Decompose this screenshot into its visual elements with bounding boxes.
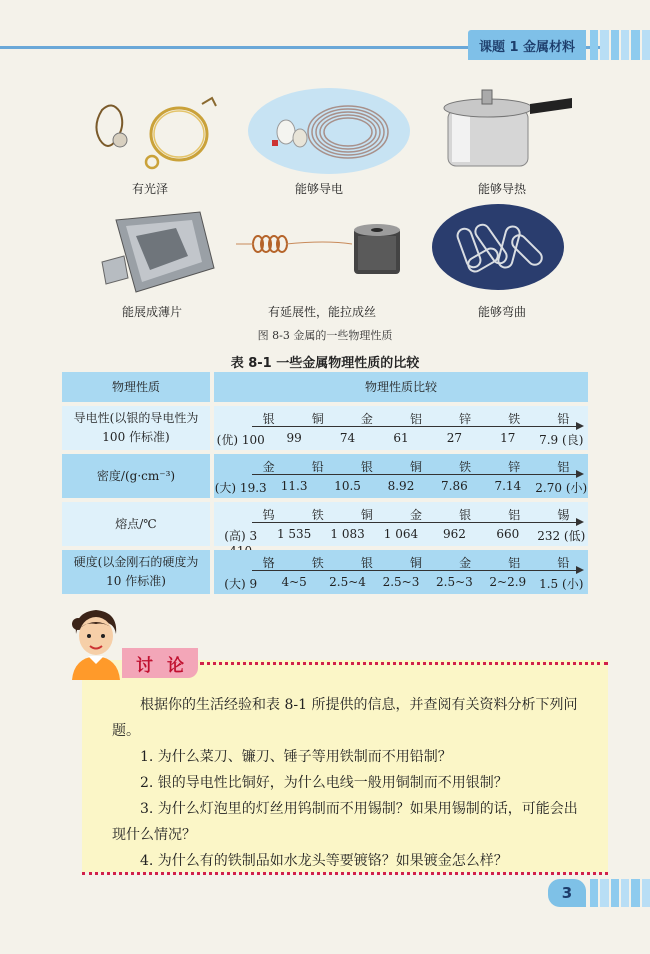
value-cell: 17 [500,431,516,445]
discussion-intro: 根据你的生活经验和表 8-1 所提供的信息，并查阅有关资料分析下列问题。 [112,697,578,739]
element-label: 锡 [557,508,570,522]
question-2: 2. 银的导电性比铜好，为什么电线一般用铜制而不用银制？ [140,775,508,791]
value-cell: 1 083 [330,527,365,541]
table-header-row [62,372,588,402]
value-cell: 11.3 [280,479,308,493]
value-cell: 232 (低) [537,529,586,543]
element-label: 银 [262,412,275,426]
value-cell: 2.70 (小) [535,481,588,495]
caption-thermal: 能够导热 [477,182,526,196]
value-cell: 1 535 [276,527,312,541]
page-number-decor [590,879,650,907]
element-label: 金 [360,412,373,426]
page-number: 3 [548,879,586,907]
header-decor [590,30,650,60]
value-cell: 7.9 (良) [539,433,584,447]
table-row-density [62,454,588,498]
caption-conductive: 能够导电 [294,182,343,196]
value-cell: 7.86 [441,479,468,493]
chapter-title: 课题 1 金属材料 [468,30,586,60]
element-label: 铁 [311,508,324,522]
value-cell: 74 [339,431,356,445]
table-row-melting-point [62,502,588,546]
value-cell: 10.5 [334,479,361,493]
element-label: 铝 [508,556,521,570]
table-head-comparison: 物理性质比较 [364,379,437,394]
element-label: 金 [459,556,472,570]
value-cell: 4~5 [281,575,307,589]
question-1: 1. 为什么菜刀、镰刀、锤子等用铁制而不用铅制？ [140,749,452,765]
arrow [252,570,582,571]
value-cell: (大) 9 [224,577,258,591]
paper-clips-photo [432,204,564,290]
figure-caption: 图 8-3 金属的一些物理性质 [257,329,393,342]
table-row-hardness [62,550,588,594]
element-label: 铜 [409,460,422,474]
element-label: 铜 [409,556,422,570]
value-cell: 8.92 [387,479,415,493]
value-cell: 2~2.9 [489,575,527,589]
row-label: 熔点/℃ [115,516,157,531]
element-label: 铜 [360,508,373,522]
caption-luster: 有光泽 [131,182,168,196]
element-label: 铝 [409,412,422,426]
pressure-cooker-photo [438,78,576,172]
value-cell: (优) 100 [216,433,265,447]
value-cell: 962 [442,527,466,541]
table-title: 表 8-1 一些金属物理性质的比较 [230,356,420,371]
element-label: 铅 [557,412,570,426]
element-label: 铁 [311,556,324,570]
row-label: 硬度(以金刚石的硬度为 10 作标准) [73,555,199,588]
value-cell: 2.5~3 [436,575,473,589]
question-3: 3. 为什么灯泡里的灯丝用钨制而不用锡制？如果用锡制的话，可能会出现什么情况？ [112,801,578,843]
question-4: 4. 为什么有的铁制品如水龙头等要镀铬？如果镀金怎么样？ [140,853,508,869]
value-cell: 7.14 [494,479,522,493]
element-label: 铁 [459,460,472,474]
value-cell: 27 [446,431,463,445]
metal-foil-photo [96,206,220,298]
table-row-conductivity [62,406,588,450]
element-label: 锌 [459,412,472,426]
element-label: 银 [459,508,472,522]
value-cell: 61 [393,431,409,445]
arrow [252,522,582,523]
jewelry-photo [82,96,232,172]
value-cell: 2.5~4 [329,575,366,589]
arrow [252,426,582,427]
element-label: 锌 [508,460,521,474]
wire-spool-photo [236,214,408,286]
student-avatar-icon [64,604,128,680]
value-cell: 1.5 (小) [539,577,584,591]
property-table [62,372,588,592]
value-cell: (高) 3 [224,529,258,543]
element-label: 铅 [557,556,570,570]
value-cell: 1 064 [383,527,419,541]
caption-sheet: 能展成薄片 [121,305,182,319]
arrow [252,474,582,475]
value-cell: 99 [286,431,302,445]
element-label: 银 [360,460,373,474]
element-label: 金 [262,460,275,474]
table-head-property: 物理性质 [111,379,160,394]
caption-ductile: 有延展性，能拉成丝 [267,305,376,319]
element-label: 金 [409,508,422,522]
element-label: 铜 [311,412,324,426]
value-cell: 660 [496,527,520,541]
dotted-rule-top [200,662,608,665]
element-label: 铁 [508,412,521,426]
element-label: 银 [360,556,373,570]
element-label: 铬 [262,556,275,570]
element-label: 铝 [508,508,521,522]
row-label: 密度/(g·cm⁻³) [96,468,176,483]
discussion-tag: 讨论 [122,648,198,678]
caption-bendable: 能够弯曲 [477,305,526,319]
element-label: 铝 [557,460,570,474]
value-cell: 2.5~3 [382,575,420,589]
element-label: 钨 [262,508,275,522]
element-label: 铅 [311,460,324,474]
row-label: 导电性(以银的导电性为 100 作标准) [73,411,199,444]
value-cell: (大) 19.3 [214,481,267,495]
wire-coil-photo [248,88,410,174]
